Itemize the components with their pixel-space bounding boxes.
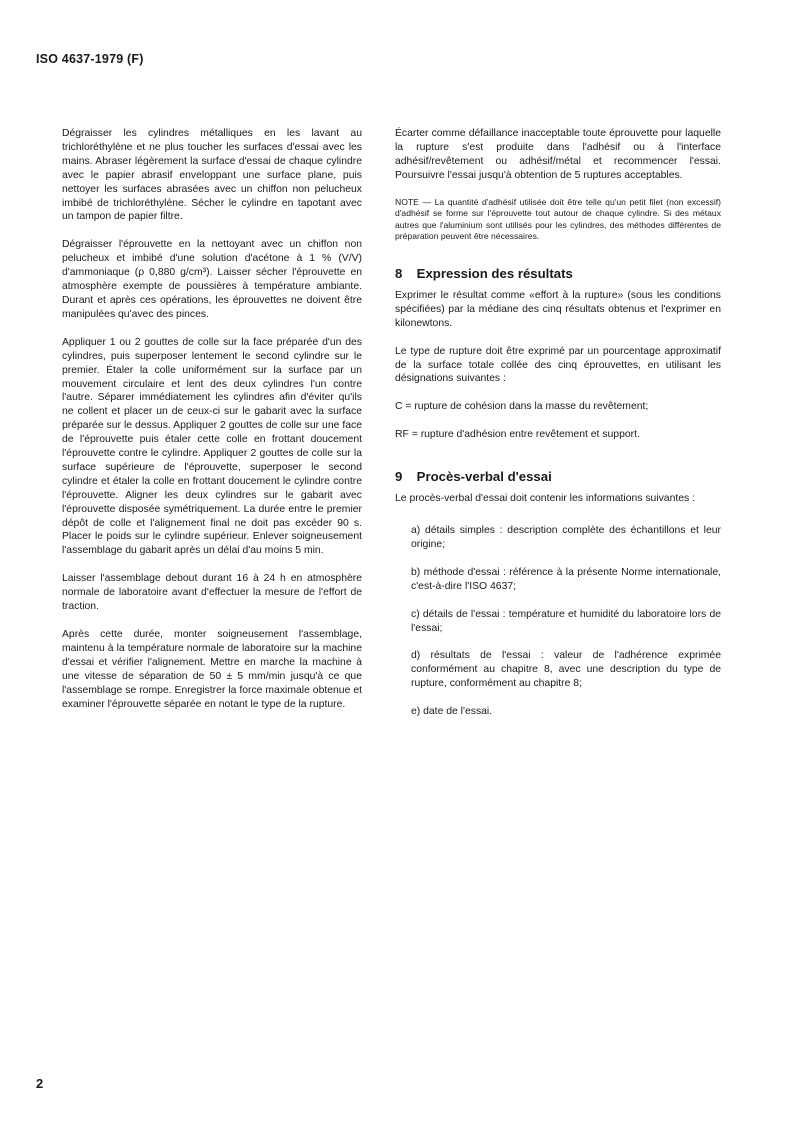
paragraph-testing: Après cette durée, monter soigneusement l'assemblage, maintenu à la température normale de laboratoire sur la machine d'essai et vérifier l'alignement. Mettre en marche la machine à une vitesse de séparation de 50 ± 5 mm/min jusqu'à ce que l'assemblage se rompe. Enregistrer la force maximale obtenue et examiner l'éprouvette séparée en notant le type de la rupture. (62, 629, 362, 710)
section-8-paragraph-2: Le type de rupture doit être exprimé par un pourcentage approximatif de la surface totale collée des cinq éprouvettes, en utilisant les désignations suivantes : (395, 345, 721, 385)
section-9-heading (395, 470, 721, 484)
list-item-a: a) détails simples : description complète des échantillons et leur origine; (411, 524, 721, 550)
paragraph-degreasing-cylinders: Dégraisser les cylindres métalliques en les lavant au trichloréthylène et ne plus toucher les surfaces d'essai avec les mains. Abraser légèrement la surface d'essai de chaque cylindre avec le papier abrasif enveloppant une surface plane, puis nettoyer les surfaces abrasées avec un chiffon non pelucheux imbibé de trichloréthylène. Sécher le cylindre en tapotant avec un tampon de papier filtre. (62, 128, 362, 223)
paragraph-standing-time: Laisser l'assemblage debout durant 16 à 24 h en atmosphère normale de laboratoire avant d'effectuer la mesure de l'effort de traction. (62, 573, 362, 613)
paragraph-applying-glue: Appliquer 1 ou 2 gouttes de colle sur la face préparée d'un des cylindres, puis superposer lentement le second cylindre sur le premier. Étaler la colle uniformément sur la surface par un mouvement circulaire et lent des deux cylindres l'un contre l'autre. Séparer immédiatement les cylindres afin d'éviter qu'ils ne collent et placer un de ceux-ci sur le gabarit avec la surface préparée sur le dessus. Appliquer 2 gouttes de colle sur une face de l'éprouvette puis étaler cette colle en frottant doucement l'éprouvette contre le cylindre. Appliquer 2 gouttes de colle sur la surface supérieure de l'éprouvette, superposer le second cylindre et étaler la colle en frottant doucement le cylindre contre l'éprouvette. Aligner les deux cylindres sur le gabarit avec l'éprouvette disposée symétriquement. La durée entre le premier dépôt de colle et l'alignement final ne doit pas excéder 90 s. Placer le poids sur le cylindre supérieur. Enlever soigneusement l'assemblage du gabarit après un délai d'au moins 5 min. (62, 336, 362, 557)
paragraph-degreasing-specimen: Dégraisser l'éprouvette en la nettoyant avec un chiffon non pelucheux et imbibé d'une solution d'acétone à 1 % (V/V) d'ammoniaque (ρ 0,880 g/cm³). Laisser sécher l'éprouvette en atmosphère exempte de poussières à température ambiante. Durant et après ces opérations, les éprouvettes ne doivent être manipulées qu'avec des pinces. (62, 239, 362, 320)
definition-c: C = rupture de cohésion dans la masse du revêtement; (395, 401, 649, 413)
section-8-heading (395, 267, 721, 281)
right-column (395, 127, 721, 733)
left-column (62, 127, 362, 725)
list-item-e: e) date de l'essai. (411, 706, 493, 718)
note: NOTE — La quantité d'adhésif utilisée doit être telle qu'un petit filet (non excessif) d'adhésif se forme sur l'éprouvette tout autour de chaque cylindre. Si des métaux autres que l'aluminium sont utilisés pour les cylindres, des méthodes différentes de préparation peuvent être nécessaires. (395, 196, 721, 242)
definition-rf: RF = rupture d'adhésion entre revêtement et support. (395, 429, 640, 441)
paragraph-rejection: Écarter comme défaillance inacceptable toute éprouvette pour laquelle la rupture s'est produite dans l'adhésif ou à l'interface adhésif/revêtement ou adhésif/métal et recommencer l'essai. Poursuivre l'essai jusqu'à obtention de 5 ruptures acceptables. (395, 128, 721, 181)
document-header: ISO 4637-1979 (F) (36, 52, 144, 66)
section-8-number: 8 (395, 266, 403, 281)
section-8-paragraph-1: Exprimer le résultat comme «effort à la rupture» (sous les conditions spécifiées) par la médiane des cinq résultats obtenus et l'exprimer en kilonewtons. (395, 289, 721, 329)
page-number: 2 (36, 1076, 44, 1091)
section-9-title: Procès-verbal d'essai (416, 469, 552, 485)
section-9-intro: Le procès-verbal d'essai doit contenir les informations suivantes : (395, 493, 695, 505)
section-9-number: 9 (395, 469, 403, 485)
section-8-title: Expression des résultats (416, 266, 573, 281)
list-item-b: b) méthode d'essai : référence à la présente Norme internationale, c'est-à-dire l'ISO 4637; (411, 566, 721, 592)
list-item-c: c) détails de l'essai : température et humidité du laboratoire lors de l'essai; (411, 608, 721, 634)
list-item-d: d) résultats de l'essai : valeur de l'adhérence exprimée conformément au chapitre 8, avec une description du type de rupture, conformément au chapitre 8; (411, 650, 721, 690)
